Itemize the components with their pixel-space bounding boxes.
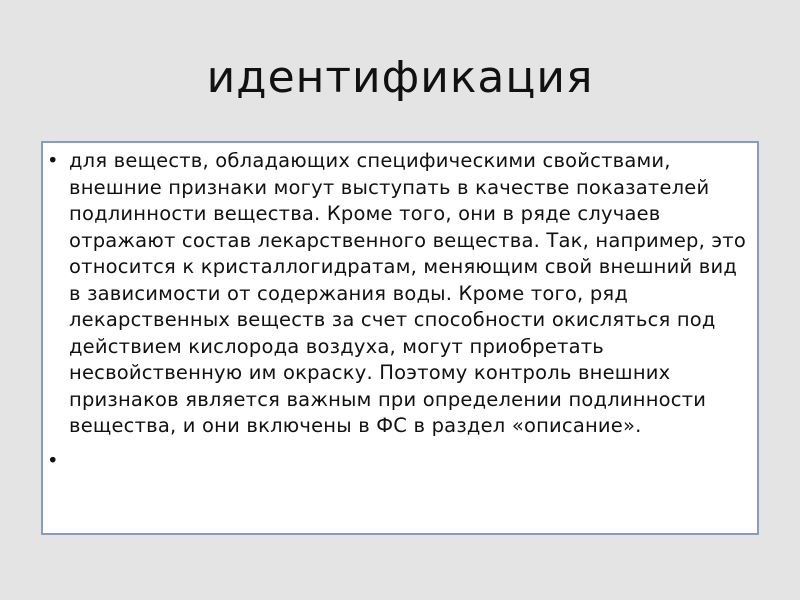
slide-title: идентификация	[206, 52, 594, 103]
bullet-list	[47, 148, 755, 474]
bullet-text: для веществ, обладающих специфическими свойствами, внешние признаки могут выступать в качестве показателей подлинности вещества. Кроме того, они в ряде случаев отражают состав лекарственного вещества. Так, например, это относится к кристаллогидратам, меняющим свой внешний вид в зависимости от содержания воды. Кроме того, ряд лекарственных веществ за счет способности окисляться под действием кислорода воздуха, могут приобретать несвойственную им окраску. Поэтому контроль внешних признаков является важным при определении подлинности вещества, и они включены в ФС в раздел «описание».	[69, 149, 746, 437]
bullet-icon: •	[47, 448, 59, 472]
bullet-item-empty	[47, 448, 755, 475]
bullet-item	[47, 148, 755, 440]
bullet-icon: •	[47, 149, 59, 172]
content-box	[41, 141, 759, 535]
